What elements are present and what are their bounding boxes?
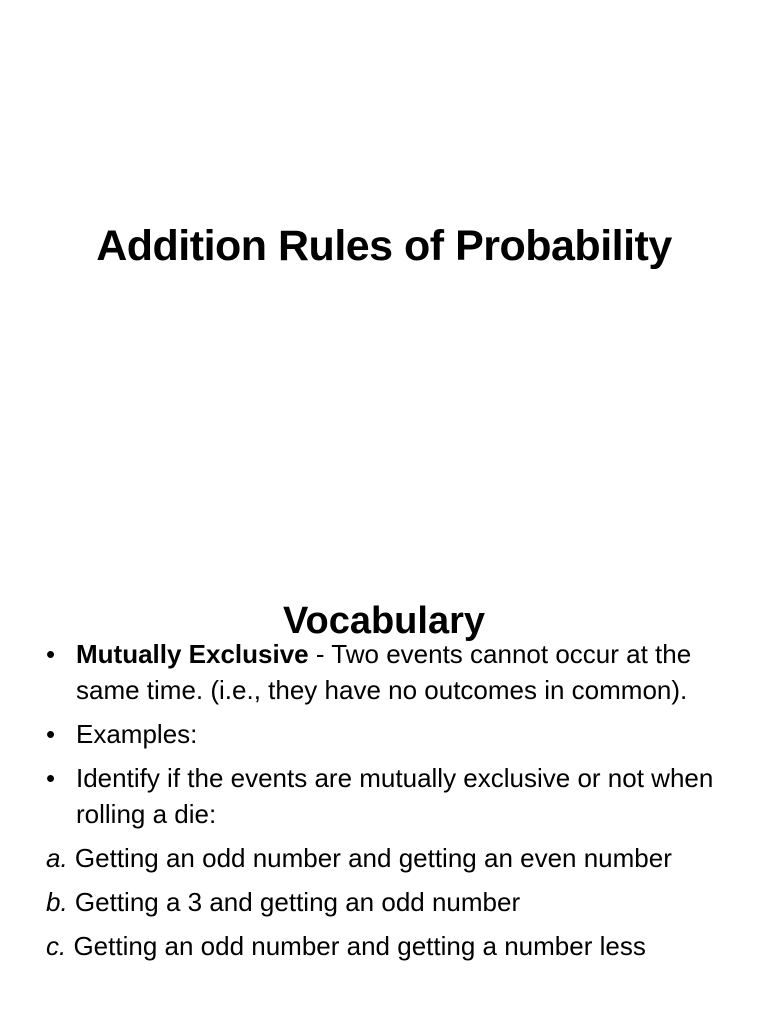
item-letter: a. [46, 843, 68, 873]
bullet-item [46, 636, 726, 708]
bullet-item [46, 716, 726, 752]
bullet-text: Examples: [76, 719, 198, 749]
term: Mutually Exclusive [76, 639, 309, 669]
slide-title: Addition Rules of Probability [96, 222, 672, 270]
list-item [46, 928, 726, 964]
bullet-icon: • [46, 763, 56, 793]
item-text: Getting an odd number and getting a number less [66, 931, 646, 961]
definition: - Two events cannot occur at the same time. (i.e., they have no outcomes in common). [76, 639, 692, 705]
bullet-text: Identify if the events are mutually exclusive or not when rolling a die: [76, 763, 714, 829]
bullet-icon: • [46, 719, 56, 749]
item-text: Getting a 3 and getting an odd number [67, 887, 521, 917]
item-letter: b. [46, 887, 68, 917]
item-letter: c. [46, 931, 67, 961]
section-title: Vocabulary [282, 600, 486, 642]
slide-body [46, 636, 726, 972]
bullet-item [46, 760, 726, 832]
bullet-icon: • [46, 639, 56, 669]
list-item [46, 840, 726, 876]
list-item [46, 884, 726, 920]
item-text: Getting an odd number and getting an even number [67, 843, 672, 873]
